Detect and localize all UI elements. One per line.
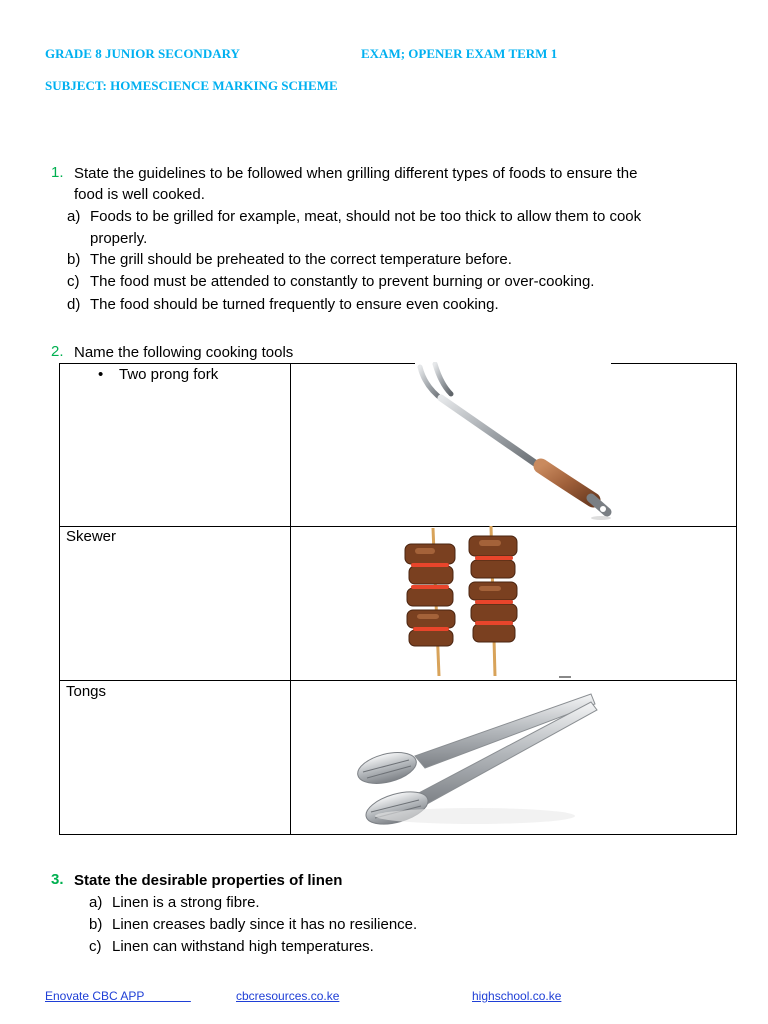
q1-answer-b-letter: b) bbox=[67, 251, 81, 268]
q1-answer-a-letter: a) bbox=[67, 208, 81, 225]
tool-label-tongs: Tongs bbox=[66, 683, 107, 700]
table-divider bbox=[290, 364, 291, 834]
tongs-image bbox=[355, 676, 600, 831]
q1-answer-c-letter: c) bbox=[67, 273, 80, 290]
q3-answer-a: Linen is a strong fibre. bbox=[112, 894, 260, 911]
tool-label-skewer: Skewer bbox=[66, 528, 117, 545]
q3-answer-c: Linen can withstand high temperatures. bbox=[112, 938, 374, 955]
q3-answer-c-letter: c) bbox=[89, 938, 102, 955]
q1-question-line2: food is well cooked. bbox=[74, 186, 205, 203]
footer-link-enovate[interactable]: Enovate CBC APP bbox=[45, 989, 191, 1003]
q3-answer-b-letter: b) bbox=[89, 916, 103, 933]
subject-heading: SUBJECT: HOMESCIENCE MARKING SCHEME bbox=[45, 78, 338, 93]
q3-answer-a-letter: a) bbox=[89, 894, 103, 911]
q1-answer-d: The food should be turned frequently to ensure even cooking. bbox=[90, 296, 499, 313]
q1-answer-b: The grill should be preheated to the correct temperature before. bbox=[90, 251, 512, 268]
q1-answer-a-line2: properly. bbox=[90, 230, 148, 247]
two-prong-fork-image bbox=[355, 362, 613, 526]
q2-number: 2. bbox=[51, 343, 64, 360]
bullet-icon: • bbox=[98, 366, 104, 383]
q1-answer-c: The food must be attended to constantly to prevent burning or over-cooking. bbox=[90, 273, 595, 290]
footer-link-highschool[interactable]: highschool.co.ke bbox=[472, 989, 562, 1003]
tool-label-two-prong-fork: Two prong fork bbox=[119, 366, 219, 383]
footer-link-cbcresources[interactable]: cbcresources.co.ke bbox=[236, 989, 340, 1003]
grade-heading: GRADE 8 JUNIOR SECONDARY bbox=[45, 46, 240, 61]
q1-answer-a-line1: Foods to be grilled for example, meat, should not be too thick to allow them to cook bbox=[90, 208, 642, 225]
q1-number: 1. bbox=[51, 164, 64, 181]
q2-question: Name the following cooking tools bbox=[74, 344, 294, 361]
q1-answer-d-letter: d) bbox=[67, 296, 81, 313]
q3-question: State the desirable properties of linen bbox=[74, 872, 343, 889]
exam-heading: EXAM; OPENER EXAM TERM 1 bbox=[361, 46, 558, 61]
skewer-image bbox=[395, 526, 575, 678]
q3-answer-b: Linen creases badly since it has no resilience. bbox=[112, 916, 418, 933]
q3-number: 3. bbox=[51, 871, 64, 888]
q1-question-line1: State the guidelines to be followed when grilling different types of foods to ensure the bbox=[74, 165, 638, 182]
